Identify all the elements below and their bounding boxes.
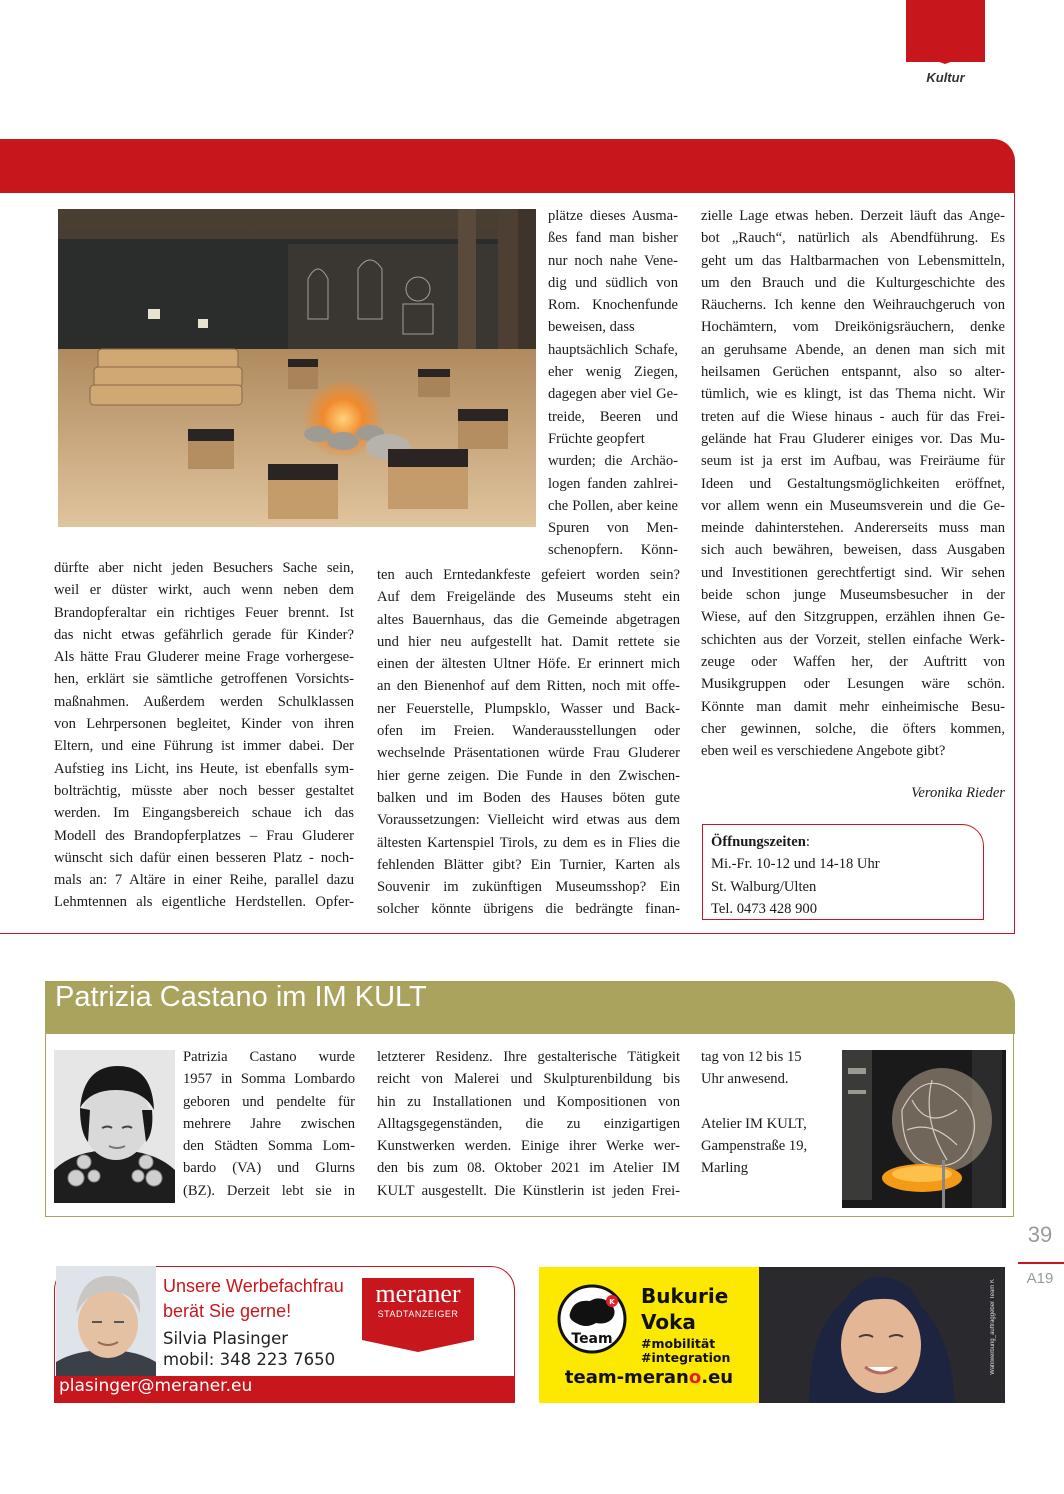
text-line: Aufstieg ins Licht, ins Heute, ist ebenfalls sym- [54, 760, 354, 777]
text-line: an den Bienenhof auf dem Ritten, noch mit offe- [377, 678, 680, 695]
opening-hours-line: St. Walburg/Ulten [711, 878, 817, 895]
consultant-email-link[interactable]: plasinger@meraner.eu [59, 1376, 253, 1396]
text-line: um den Brauch und die Kulturgeschichte des [701, 274, 1005, 291]
article-author: Veronika Rieder [911, 785, 1005, 801]
opening-hours-box [702, 824, 984, 920]
meraner-ad[interactable] [54, 1266, 515, 1403]
svg-text:K: K [609, 1298, 615, 1306]
castano-column-2 [377, 1046, 680, 1202]
text-line: mehrere Jahre zwischen [183, 1115, 355, 1132]
text-line: Als hätte Frau Gluderer meine Frage vorhergese- [54, 649, 354, 666]
text-line: einen der ältesten Ultner Höfe. Er erinnert mich [377, 656, 680, 673]
candidate-photo [759, 1267, 1005, 1403]
text-line: von Lehrpersonen begleitet, Kinder von ihren [54, 716, 354, 733]
text-line: nur noch nahe Vene- [548, 252, 678, 269]
text-line: eher wenig Ziegen, [548, 364, 678, 381]
text-line: Brandopferaltar ein richtiges Feuer brennt. Ist [54, 604, 354, 621]
text-line: altes Bauernhaus, das die Gemeinde abgetragen [377, 611, 680, 628]
text-line: schenopfern. Könn- [548, 542, 678, 559]
team-k-ad[interactable] [539, 1267, 1005, 1403]
text-line: treide, Beeren und [548, 408, 678, 425]
meraner-ad-heading-line: berät Sie gerne! [163, 1301, 292, 1321]
team-k-url-part: .eu [701, 1367, 734, 1388]
text-line: wünscht sich dafür einen besseren Platz - noch- [54, 849, 354, 866]
text-line: bolträchtig, müsste aber noch besser gestaltet [54, 782, 354, 799]
text-line: beide schon junge Museumsbesucher in der [701, 587, 1005, 604]
text-line: (BZ). Derzeit lebt sie in [183, 1182, 355, 1199]
artist-portrait-photo [54, 1050, 175, 1203]
text-line: letzterer Residenz. Ihre gestalterische Tätigkeit [377, 1049, 680, 1065]
text-line: und Investitionen gerechtfertigt sind. Wir sehen [701, 564, 1005, 581]
article-column-left [54, 557, 354, 914]
consultant-name: Silvia Plasinger [163, 1329, 289, 1348]
text-line: Hochämtern, vom Dreikönigsräuchern, denke [701, 319, 1005, 336]
text-line: ten auch Erntedankfeste gefeiert worden sein? [377, 567, 680, 583]
text-line: Uhr anwesend. [701, 1071, 789, 1088]
text-line: dig und südlich von [548, 274, 678, 291]
text-line: Spuren von Men- [548, 520, 678, 537]
text-line: che Pollen, aber keine [548, 497, 678, 514]
meraner-logo-subtitle: STADTANZEIGER [377, 1309, 459, 1319]
text-line: den Städten Somma Lom- [183, 1138, 355, 1155]
text-line: Auf dem Freigelände des Museums steht ein [377, 589, 680, 606]
meraner-ad-heading-line: Unsere Werbefachfrau [163, 1276, 344, 1296]
text-line: hier gerne zeigen. Die Funde in den Zwischen- [377, 767, 680, 784]
team-k-url[interactable] [559, 1367, 739, 1388]
text-line: ßes fand man bisher [548, 230, 678, 247]
text-line: geboren und pendelte für [183, 1093, 355, 1110]
text-line: zielle Lage etwas heben. Derzeit läuft das Ange- [701, 208, 1005, 224]
text-line: bot „Rauch“, natürlich als Abendführung. Es [701, 230, 1005, 247]
article-column-right [701, 205, 1005, 762]
text-line: balken und im Boden des Hauses böten gute [377, 789, 680, 806]
castano-title: Patrizia Castano im IM KULT [55, 981, 427, 1013]
text-line: Räucherns. Ich kenne den Weihrauchgeruch von [701, 297, 1005, 314]
text-line: vor allem wenn ein Museumsverein und die Ge- [701, 497, 1005, 514]
text-line: dagegen aber viel Ge- [548, 386, 678, 403]
text-line: tümlich, wie es klingt, ist das Thema nicht. Wir [701, 386, 1005, 403]
team-k-url-part: team-meran [564, 1367, 689, 1388]
text-line: plätze dieses Ausma- [548, 208, 678, 224]
opening-hours-line: Mi.-Fr. 10-12 und 14-18 Uhr [711, 856, 880, 873]
text-line: Lehmtennen als eigentliche Herdstellen. Opfer- [54, 894, 354, 911]
castano-column-3 [701, 1046, 831, 1180]
section-tab-marker-tip [906, 50, 984, 64]
text-line: ältesten Kartenspiel Tirols, zu dem es in Flies die [377, 834, 680, 851]
page-code: A19 [1026, 1270, 1054, 1287]
text-line: wechselnde Präsentationen würde Frau Gluderer [377, 745, 680, 762]
meraner-ad-contact [163, 1328, 335, 1370]
text-line: Musikgruppen oder Lesungen wäre schön. [701, 676, 1005, 693]
text-line: hauptsächlich Schafe, [548, 341, 678, 358]
text-line: sich auch bewähren, beweisen, dass Ausgaben [701, 542, 1005, 559]
text-line: Eltern, und eine Führung ist immer dabei. Der [54, 738, 354, 755]
ad-credit-text: Wahlwerbung_auftraggeber Team K [990, 1279, 996, 1375]
text-line: Früchte geopfert [548, 430, 645, 447]
consultant-photo [56, 1266, 156, 1376]
text-line: logen fanden zahlrei- [548, 475, 678, 492]
text-line: bardo (VA) und Glurns [183, 1160, 355, 1177]
article-header-bar [0, 139, 1015, 193]
text-line: Rom. Knochenfunde [548, 297, 678, 314]
opening-hours-title: Öffnungszeiten [711, 834, 806, 850]
opening-hours-colon: : [805, 834, 810, 850]
text-line: das nicht etwas gefährlich gerade für Kinder? [54, 626, 354, 643]
candidate-hashtags [641, 1337, 730, 1365]
text-line: Patrizia Castano wurde [183, 1049, 355, 1065]
candidate-first-name: Bukurie [641, 1284, 729, 1308]
candidate-last-name: Voka [641, 1310, 696, 1334]
text-line: beweisen, dass [548, 319, 635, 336]
text-line: Könnte man damit mehr einheimische Besu- [701, 698, 1005, 715]
text-line: maßnahmen. Außerdem werden Schulklassen [54, 693, 354, 710]
text-line: schichten aus der Vorzeit, stellen einfache Werk- [701, 631, 1005, 648]
opening-hours-line: Tel. 0473 428 900 [711, 900, 817, 917]
text-line: ofen im Freien. Wanderausstellungen oder [377, 723, 680, 740]
meraner-logo-tip [362, 1340, 474, 1352]
text-line: und hier neu aufgestellt hat. Damit rettete sie [377, 633, 680, 650]
text-line: 1957 in Somma Lombardo [183, 1071, 355, 1088]
text-line: Alltagsgegenständen, die zu einzigartigen [377, 1115, 680, 1132]
text-line: hin zu Installationen und Kompositionen von [377, 1093, 680, 1110]
text-line: meinde dahinterstehen. Andererseits muss man [701, 520, 1005, 537]
hashtag: #integration [641, 1350, 731, 1365]
team-k-url-dot: o [688, 1367, 702, 1388]
text-line: seum ist ja erst im Aufbau, was Freiräume für [701, 453, 1005, 470]
text-line: hen, erklärt sie sämtliche getroffenen Vorsichts- [54, 671, 354, 688]
text-line: reicht von Malerei und Skulpturenbildung bis [377, 1071, 680, 1088]
text-line: KULT ausgestellt. Die Künstlerin ist jeden Frei- [377, 1182, 680, 1199]
text-line: heilsamen Gerüchen entspannt, also so alter- [701, 364, 1005, 381]
text-line: wurden; die Archäo- [548, 453, 678, 470]
page-number: 39 [1027, 1222, 1053, 1247]
page-number-rule [1018, 1262, 1064, 1264]
team-k-logo [556, 1283, 628, 1355]
hashtag: #mobilität [641, 1336, 716, 1351]
meraner-ad-heading [163, 1274, 344, 1324]
consultant-phone[interactable]: mobil: 348 223 7650 [163, 1350, 336, 1369]
team-k-logo-text: Team [571, 1331, 613, 1347]
text-line: den bis zum 08. Oktober 2021 im Atelier IM [377, 1160, 680, 1177]
text-line: werden. Im Eingangsbereich schaue ich das [54, 805, 354, 822]
article-column-middle [377, 564, 680, 921]
section-label: Kultur [926, 70, 965, 85]
text-line: weil er düster wirkt, auch wenn neben dem [54, 582, 354, 599]
candidate-name [641, 1283, 728, 1335]
text-line: eben weil es verschiedene Angebote gibt? [701, 743, 946, 760]
artwork-photo [842, 1050, 1006, 1208]
text-line: gelände hat Frau Gluderer einiges vor. Das Mu- [701, 430, 1005, 447]
text-line: Wiese, auf den Sitzgruppen, erzählen ihnen Ge- [701, 609, 1005, 626]
castano-column-1 [183, 1046, 355, 1202]
text-line: Atelier IM KULT, [701, 1115, 807, 1132]
text-line: Voraussetzungen: Vielleicht wird etwas aus dem [377, 812, 680, 829]
text-line [701, 1091, 831, 1113]
text-line: fehlenden Blätter gibt? Ein Turnier, Karten als [377, 856, 680, 873]
text-line: Souvenir im zukünftigen Museumsshop? Ein [377, 879, 680, 896]
museum-interior-photo [58, 209, 536, 527]
text-line: tag von 12 bis 15 [701, 1049, 802, 1065]
text-line: dürfte aber nicht jeden Besuchers Sache sein, [54, 560, 354, 576]
text-line: an geruhsame Abende, an denen man sich mit [701, 341, 1005, 358]
text-line: ner Feuerstelle, Plumpsklo, Wasser und Back- [377, 700, 680, 717]
text-line: cher gewinnen, solche, die öfters kommen, [701, 720, 1005, 737]
text-line: mals an: 7 Altäre in einer Reihe, parallel dazu [54, 872, 354, 889]
text-line: Kunstwerken werden. Einige ihrer Werke wer- [377, 1138, 680, 1155]
text-line: solcher könnte übrigens die bedrängte finan- [377, 901, 680, 918]
text-line: geht um das Haltbarmachen von Lebensmitteln, [701, 252, 1005, 269]
text-line: Ideen und Gestaltungsmöglichkeiten eröffnet, [701, 475, 1005, 492]
text-line: Gampenstraße 19, [701, 1138, 808, 1155]
text-line: Modell des Brandopferplatzes – Frau Gluderer [54, 827, 354, 844]
text-line: Marling [701, 1160, 749, 1177]
article-column-narrow [548, 205, 678, 562]
text-line: zeuge oder Waffen her, der Auftritt von [701, 653, 1005, 670]
meraner-logo-name: meraner [375, 1279, 461, 1308]
text-line: treten auf die Wiese hinaus - auch für das Frei- [701, 408, 1005, 425]
